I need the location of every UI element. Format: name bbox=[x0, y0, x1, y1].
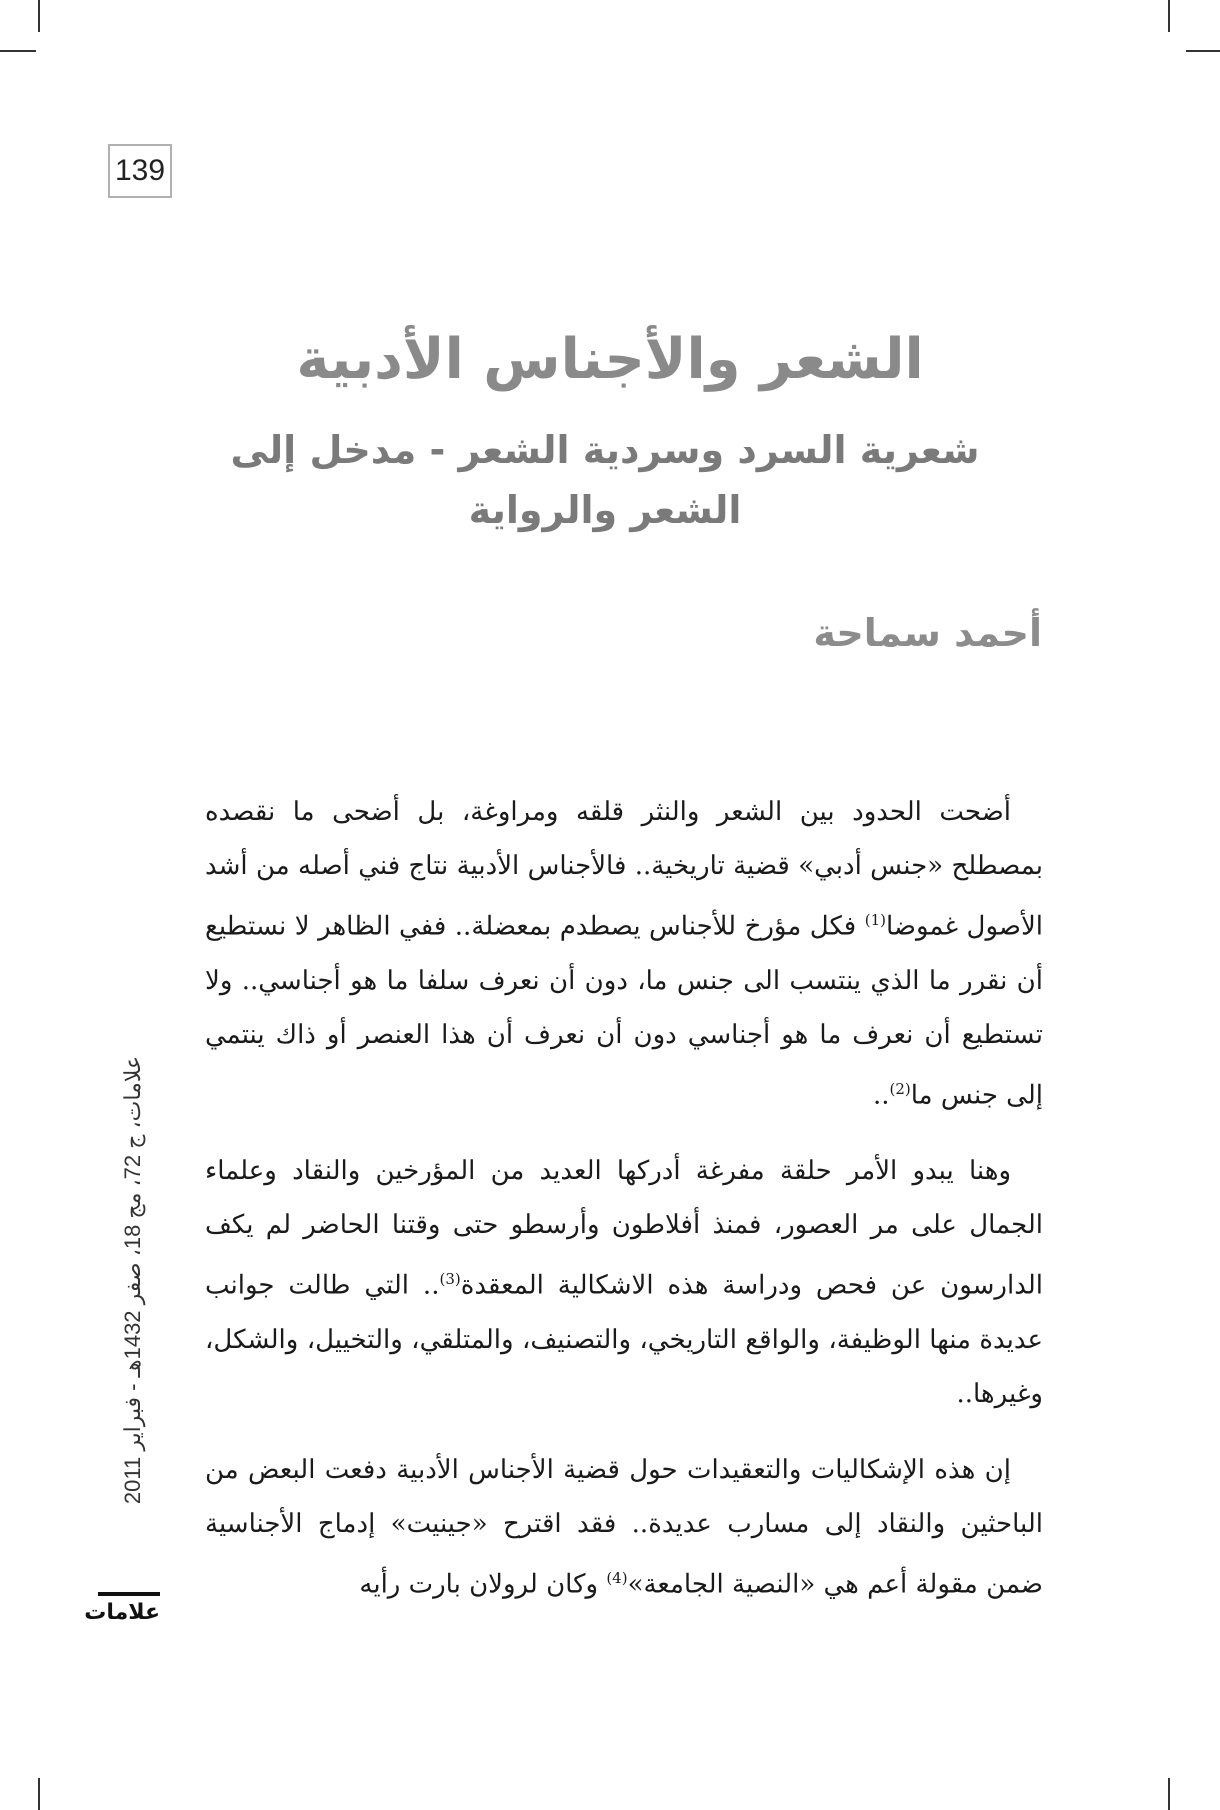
footnote-ref: (3) bbox=[439, 1270, 461, 1289]
crop-mark-top-right-h bbox=[1186, 50, 1220, 52]
paragraph-text: إن هذه الإشكاليات والتعقيدات حول قضية الأجناس الأدبية دفعت البعض من الباحثين والنقاد إلى مسارب عديدة.. فقد اقترح «جينيت» إدماج الأجناسية ضمن مقولة أعم هي «النصية الجامعة» bbox=[205, 1454, 1043, 1600]
paragraph-text: .. التي طالت جوانب عديدة منها الوظيفة، والواقع التاريخي، والتصنيف، والمتلقي، والتخييل، والشكل، وغيرها.. bbox=[205, 1270, 1043, 1409]
article-subtitle: شعرية السرد وسردية الشعر - مدخل إلى الشعر والرواية bbox=[230, 428, 980, 532]
journal-citation: علامات، ج 72، مج 18، صفر 1432هـ - فبراير 2011 bbox=[120, 1055, 145, 1505]
article-body bbox=[205, 785, 1043, 1634]
journal-citation-rail bbox=[108, 1040, 158, 1520]
footnote-ref: (4) bbox=[606, 1568, 628, 1587]
paragraph-text: .. bbox=[872, 1080, 890, 1111]
paragraph bbox=[205, 1443, 1043, 1612]
paragraph-text: أضحت الحدود بين الشعر والنثر قلقه ومراوغة، بل أضحى ما نقصده بمصطلح «جنس أدبي» قضية تاريخية.. فالأجناس الأدبية نتاج فني أصله من أشد الأصول غموضا bbox=[205, 797, 1044, 942]
crop-mark-top-left-h bbox=[0, 50, 36, 52]
footnote-ref: (1) bbox=[864, 911, 886, 929]
crop-mark-bottom-right bbox=[1168, 1778, 1170, 1810]
journal-logo: علامات bbox=[98, 1592, 160, 1636]
crop-mark-top-right bbox=[1168, 0, 1170, 32]
page-number: 139 bbox=[108, 144, 172, 198]
crop-mark-top-left bbox=[38, 0, 40, 32]
footnote-ref: (2) bbox=[889, 1079, 911, 1098]
paragraph bbox=[205, 785, 1043, 1122]
paragraph-text: فكل مؤرخ للأجناس يصطدم بمعضلة.. ففي الظاهر لا نستطيع أن نقرر ما الذي ينتسب الى جنس ما، دون أن نعرف سلفا ما هو أجناسي.. ولا تستطيع أن نعرف ما هو أجناسي دون أن نعرف أن هذا العنصر أو ذاك ينتمي إلى جنس ما bbox=[205, 911, 1043, 1111]
article-author: أحمد سماحة bbox=[813, 611, 1042, 655]
paragraph-text: وهنا يبدو الأمر حلقة مفرغة أدركها العديد من المؤرخين والنقاد وعلماء الجمال على مر العصور، فمنذ أفلاطون وأرسطو حتى وقتنا الحاضر لم يكف الدارسون عن فحص ودراسة هذه الاشكالية المعقدة bbox=[205, 1156, 1043, 1301]
crop-mark-bottom-left bbox=[38, 1778, 40, 1810]
article-title: الشعر والأجناس الأدبية bbox=[296, 327, 924, 392]
paragraph bbox=[205, 1144, 1043, 1421]
paragraph-text: وكان لرولان بارت رأيه bbox=[359, 1569, 607, 1600]
